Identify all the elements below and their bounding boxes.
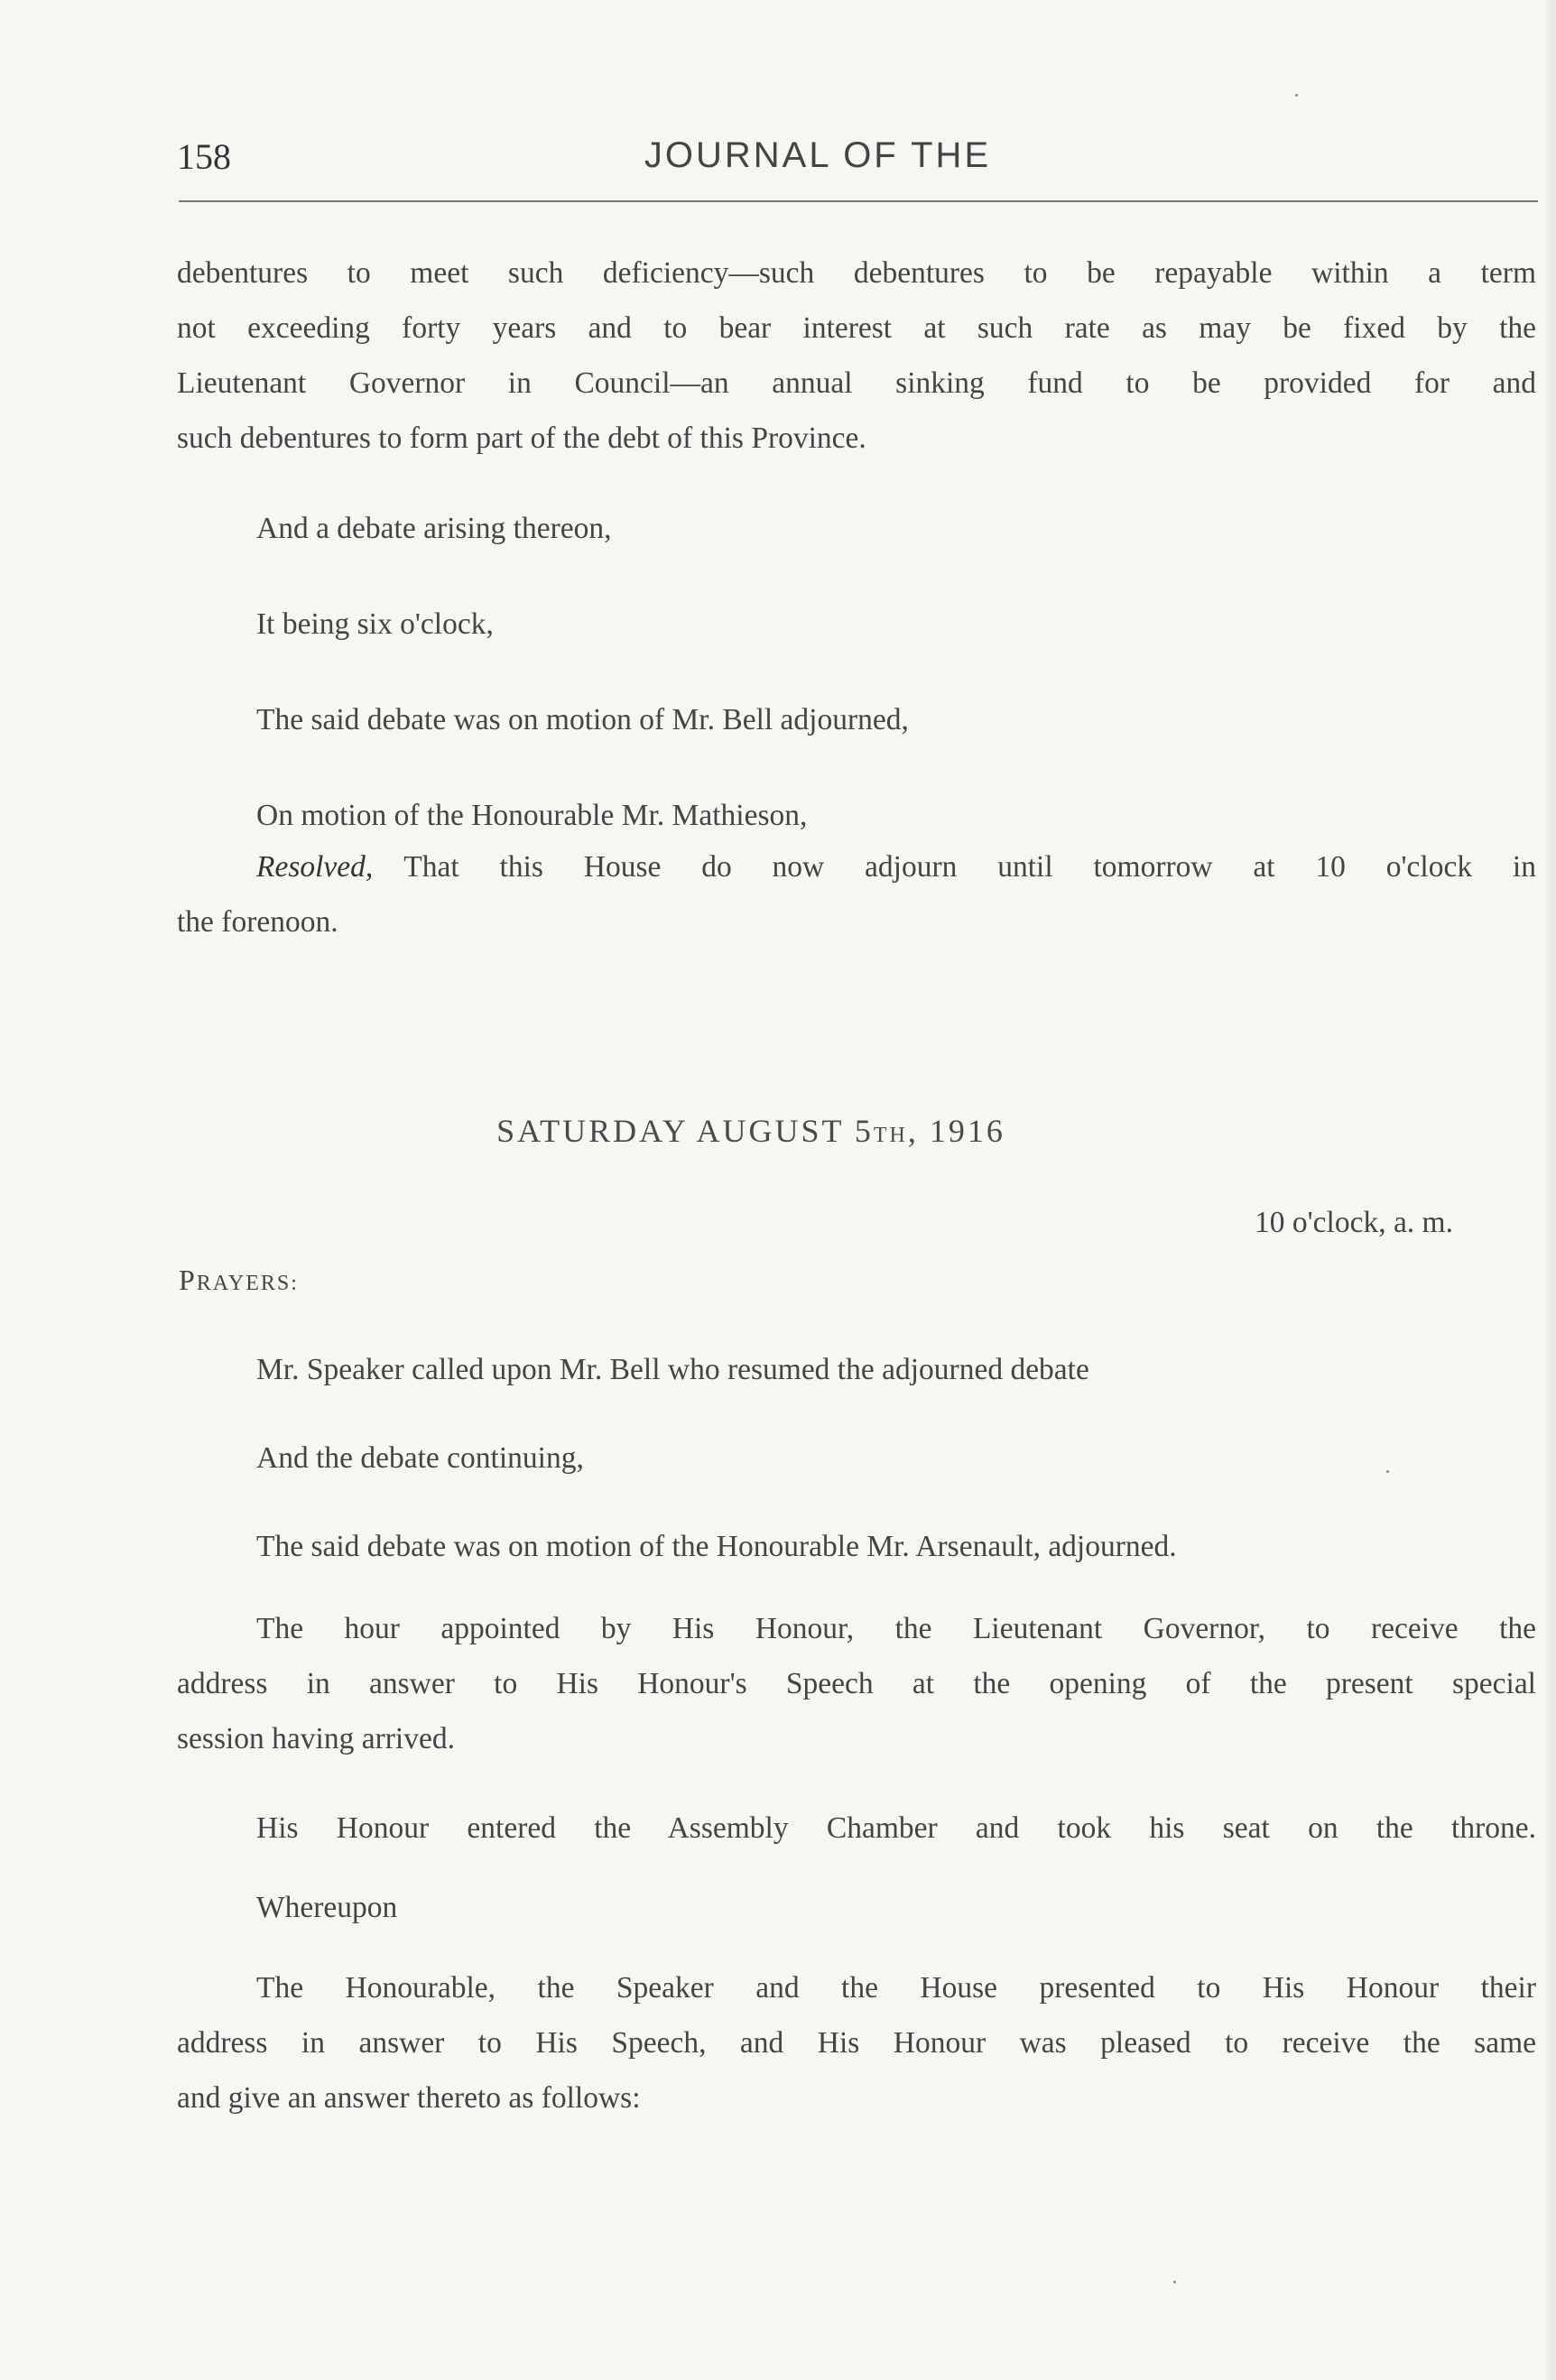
text-line: Lieutenant Governor in Council—an annual sinking fund to be provided for and xyxy=(177,366,1536,400)
six-oclock-line: It being six o'clock, xyxy=(256,607,494,641)
whereupon-paragraph xyxy=(177,1880,1536,1935)
speaker-called-line: Mr. Speaker called upon Mr. Bell who resumed the adjourned debate xyxy=(256,1353,1089,1386)
motion-line: On motion of the Honourable Mr. Mathieson, xyxy=(256,799,808,832)
resolution-text: That this House do now adjourn until tomorrow at 10 o'clock in xyxy=(403,850,1536,884)
page-header xyxy=(177,135,1540,190)
resolved-label: Resolved, xyxy=(256,850,374,884)
prayers-rest: RAYERS: xyxy=(196,1272,299,1295)
throne-line: His Honour entered the Assembly Chamber and took his seat on the throne. xyxy=(256,1811,1536,1845)
proceedings-1 xyxy=(177,501,1536,843)
debate-adjourned-line: The said debate was on motion of Mr. Bell adjourned, xyxy=(256,703,909,736)
debate-continuing-line: And the debate continuing, xyxy=(256,1441,584,1475)
prayers-initial: P xyxy=(179,1264,197,1296)
text-line: session having arrived. xyxy=(177,1722,455,1755)
running-title: JOURNAL OF THE xyxy=(644,135,992,175)
text-line: address in answer to His Honour's Speech at the opening of the present special xyxy=(177,1667,1536,1700)
ink-speck xyxy=(1386,1470,1389,1473)
heading-ordinal: TH xyxy=(873,1124,908,1147)
debate-arising-line: And a debate arising thereon, xyxy=(256,512,612,545)
arsenault-adjourned-line: The said debate was on motion of the Honourable Mr. Arsenault, adjourned. xyxy=(256,1530,1177,1563)
ink-speck xyxy=(1295,94,1298,97)
text-line: debentures to meet such deficiency—such debentures to be repayable within a term xyxy=(177,256,1536,290)
prayers-label xyxy=(179,1264,299,1297)
page-number: 158 xyxy=(177,136,231,177)
resolution-line-1 xyxy=(177,839,1536,894)
ink-speck xyxy=(1173,2281,1176,2283)
text-line: address in answer to His Speech, and His Honour was pleased to receive the same xyxy=(177,2026,1536,2060)
text-line: such debentures to form part of the debt of this Province. xyxy=(177,421,866,455)
time-note: 10 o'clock, a. m. xyxy=(1254,1206,1453,1239)
text-line: and give an answer thereto as follows: xyxy=(177,2081,641,2115)
resolution-paragraph xyxy=(177,839,1536,949)
heading-year: , 1916 xyxy=(907,1113,1005,1149)
text-line: not exceeding forty years and to bear interest at such rate as may be fixed by the xyxy=(177,311,1536,345)
resolution-line-2: the forenoon. xyxy=(177,905,338,939)
page-edge-shadow xyxy=(1543,0,1556,2380)
header-rule xyxy=(179,200,1538,202)
throne-paragraph xyxy=(177,1801,1536,1856)
section-heading xyxy=(0,1112,1556,1150)
presented-paragraph xyxy=(177,1960,1536,2125)
continuation-paragraph xyxy=(177,245,1536,466)
text-line: The hour appointed by His Honour, the Lieutenant Governor, to receive the xyxy=(256,1612,1536,1645)
proceedings-2 xyxy=(177,1342,1536,1574)
text-line: The Honourable, the Speaker and the House presented to His Honour their xyxy=(256,1971,1536,2005)
hour-paragraph xyxy=(177,1601,1536,1766)
whereupon-line: Whereupon xyxy=(256,1891,398,1924)
heading-date: SATURDAY AUGUST 5 xyxy=(496,1113,874,1149)
